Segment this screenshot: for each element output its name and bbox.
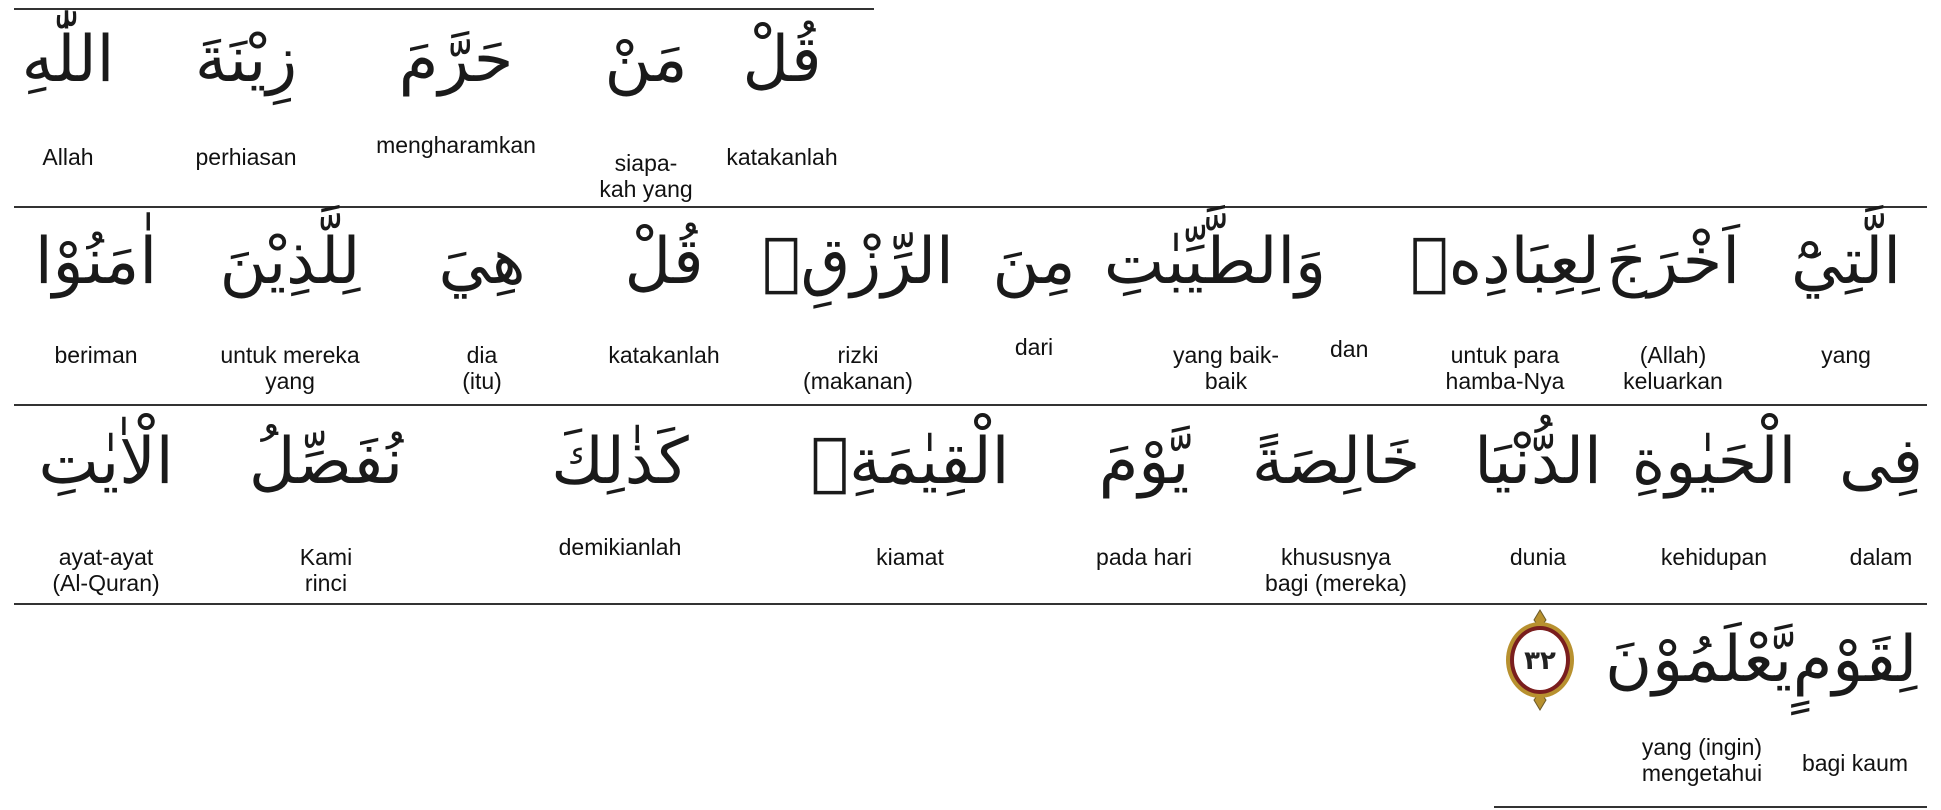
word-translation: siapa- kah yang [599,150,693,202]
word-cell [510,412,730,560]
word-translation: kehidupan [1660,544,1768,570]
word-cell [336,10,576,158]
word-cell [564,212,764,368]
row-divider-1 [14,206,1927,208]
arabic-word: الرِّزْقِۗ [762,225,954,299]
arabic-word: الْحَيٰوةِ [1631,425,1797,499]
word-cell [1614,412,1814,570]
word-translation: demikianlah [558,534,682,560]
word-cell [1054,412,1234,570]
arabic-word: الْاٰيٰتِ [38,425,174,499]
word-translation: yang (ingin) mengetahui [1641,734,1763,786]
word-translation: dari [1014,334,1054,360]
word-translation: ayat-ayat (Al-Quran) [52,544,160,596]
word-translation: Kami rinci [299,544,353,596]
arabic-word: اللّٰهِ [21,23,115,97]
arabic-word: مَنْ [604,23,688,97]
word-translation: khususnya bagi (mereka) [1265,544,1407,596]
word-translation: dalam [1849,544,1913,570]
word-translation: perhiasan [195,144,297,170]
arabic-word: وَالطَّيِّبٰتِ [1103,225,1326,299]
word-translation: pada hari [1096,544,1192,570]
bottom-partial-rule [1494,806,1927,808]
row-divider-2 [14,404,1927,406]
word-translation: mengharamkan [376,132,536,158]
word-cell [974,212,1094,360]
word-translation: katakanlah [726,144,838,170]
word-translation: (Allah) keluarkan [1623,342,1723,394]
word-cell [1756,212,1936,368]
word-cell [1826,412,1936,570]
ayah-number: ٣٢ [1524,646,1556,676]
arabic-word: اَخْرَجَ [1606,225,1740,299]
word-translation: yang [1821,342,1871,368]
arabic-word: الَّتِيْٓ [1791,225,1901,299]
word-translation: dia (itu) [462,342,502,394]
word-translation: dunia [1509,544,1567,570]
word-cell [190,212,390,394]
arabic-word: الْقِيٰمَةِۗ [810,425,1010,499]
arabic-word: لِعِبَادِهٖ [1410,225,1600,299]
arabic-word: نُفَصِّلُ [248,425,404,499]
word-translation: Allah [42,144,94,170]
arabic-word: لِلَّذِيْنَ [219,225,361,299]
arabic-word: هِيَ [438,225,526,299]
word-translation: yang baik- baik [1172,342,1280,394]
arabic-word: لِقَوْمٍ [1792,623,1918,697]
word-translation: beriman [54,342,138,368]
word-cell [1236,412,1436,596]
arabic-word: مِنَ [992,225,1076,299]
word-cell [1405,212,1605,394]
word-cell [1605,610,1792,786]
word-translation: bagi kaum [1801,750,1909,776]
word-cell [16,212,176,368]
ayah-end-marker [1500,608,1580,712]
arabic-word: كَذٰلِكَ [551,425,689,499]
word-cell [1103,212,1326,394]
arabic-word: يَّوْمَ [1098,425,1190,499]
word-cell [236,412,416,596]
arabic-word: قُلْ [742,23,822,97]
word-translation: untuk mereka yang [220,342,360,394]
word-cell [0,10,188,170]
arabic-word: اٰمَنُوْا [34,225,158,299]
word-translation: rizki (makanan) [803,342,913,394]
word-cell [1780,610,1930,776]
word-cell [758,212,958,394]
arabic-word: فِى [1839,425,1923,499]
arabic-word: زِيْنَةَ [194,23,298,97]
word-cell [810,412,1010,570]
word-cell [417,212,547,394]
word-translation: kiamat [876,544,944,570]
arabic-word: يَّعْلَمُوْنَ [1605,623,1792,697]
word-translation: untuk para hamba-Nya [1445,342,1565,394]
arabic-word: الدُّنْيَا [1474,425,1602,499]
arabic-word: قُلْ [624,225,704,299]
conjunction-label: dan [1330,336,1369,362]
arabic-word: حَرَّمَ [398,23,514,97]
word-cell [1448,412,1628,570]
arabic-word: خَالِصَةً [1251,425,1421,499]
row-divider-3 [14,603,1927,605]
word-cell [16,412,196,596]
word-translation: katakanlah [608,342,720,368]
